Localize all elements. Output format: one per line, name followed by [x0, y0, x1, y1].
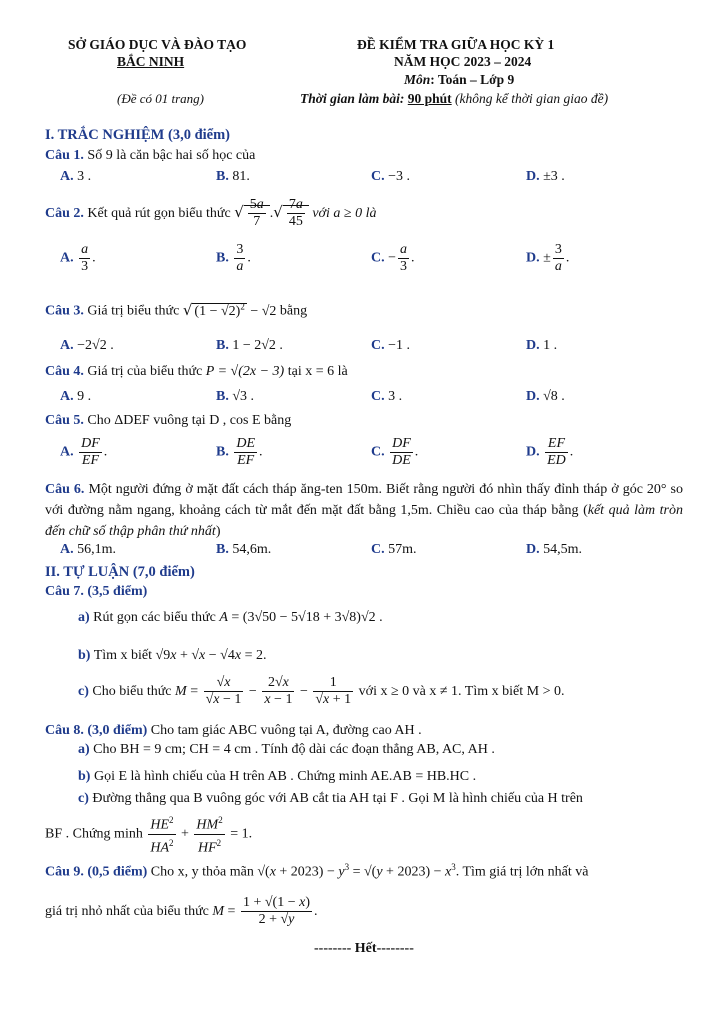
q6-option-c: C. 57m.	[371, 542, 417, 557]
q6-option-b: B. 54,6m.	[216, 542, 272, 557]
q5-option-d: D. $\frac{EF}{ED}$ .	[526, 436, 574, 468]
time-line: Thời gian làm bài: 90 phút (không kể thời gian giao đề)	[300, 91, 609, 106]
province-name: BẮC NINH	[117, 54, 185, 69]
q3-option-a: A. −2√2 .	[60, 338, 114, 353]
q2-option-a: A. $\frac{a}{3}$ .	[60, 242, 96, 274]
question-4: Câu 4. Giá trị của biểu thức P = √(2x − 3) tại x = 6 là	[45, 364, 348, 379]
end-marker: -------- Hết--------	[314, 941, 414, 956]
question-3: Câu 3. Giá trị biểu thức √ $(1 - √2)^2 - √2$ bằng	[45, 300, 308, 319]
question-2: Câu 2. Kết quả rút gọn biểu thức √ $\frac{5a}{7}$ .√ $\frac{7a}{45}$ với a ≥ 0 là	[45, 197, 377, 230]
q8-part-c-line2: BF . Chứng minh $\frac{HE^2}{HA^2}$ + $\frac{HM^2}{HF^2}$ = 1.	[45, 812, 252, 856]
q1-option-a: A. 3 .	[60, 169, 92, 184]
q3-option-b: B. 1 − 2√2 .	[216, 338, 283, 353]
question-8: Câu 8. (3,0 điểm) Cho tam giác ABC vuông tại A, đường cao AH .	[45, 723, 422, 738]
q4-option-b: B. √3 .	[216, 389, 255, 404]
q4-option-d: D. √8 .	[526, 389, 565, 404]
q1-option-c: C. −3 .	[371, 169, 411, 184]
q3-expression: √ $(1 - √2)^2 - √2$	[182, 300, 277, 319]
q5-option-a: A. $\frac{DF}{EF}$ .	[60, 436, 108, 468]
page-count-note: (Đề có 01 trang)	[117, 91, 205, 106]
department-name: SỞ GIÁO DỤC VÀ ĐÀO TẠO	[68, 37, 247, 52]
q7-part-c: c) Cho biểu thức M = $\frac{√x}{√x - 1}$ − $\frac{2√x}{x - 1}$ − $\frac{1}{√x + 1}$ với x ≥ 0 và x ≠ 1. Tìm x biết M > 0.	[78, 675, 565, 708]
q2-expression: √ $\frac{5a}{7}$ .√ $\frac{7a}{45}$	[234, 206, 312, 221]
q7-part-a: a) Rút gọn các biểu thức A = (3√50 − 5√18 + 3√8)√2 .	[78, 610, 383, 625]
question-6: Câu 6. Một người đứng ở mặt đất cách tháp ăng-ten 150m. Biết rằng người đó nhìn thấy đỉnh tháp ở góc 20° so với đường nằm ngang, khoảng cách từ mắt đến mặt đất bằng 1,5m. Chiều cao của tháp bằng (kết quả làm tròn đến chữ số thập phân thứ nhất)	[45, 482, 683, 539]
q7-part-b: b) Tìm x biết √9x + √x − √4x = 2.	[78, 648, 267, 663]
q5-option-c: C. $\frac{DF}{DE}$ .	[371, 436, 419, 468]
q4-option-c: C. 3 .	[371, 389, 403, 404]
q8-part-a: a) Cho BH = 9 cm; CH = 4 cm . Tính độ dài các đoạn thẳng AB, AC, AH .	[78, 742, 495, 757]
q8-part-c: c) Đường thẳng qua B vuông góc với AB cắt tia AH tại F . Gọi M là hình chiếu của H trên	[78, 791, 583, 806]
q6-option-d: D. 54,5m.	[526, 542, 583, 557]
q2-option-c: C. − $\frac{a}{3}$ .	[371, 242, 415, 274]
q4-option-a: A. 9 .	[60, 389, 92, 404]
q2-option-d: D. ± $\frac{3}{a}$ .	[526, 242, 570, 274]
subject-line: Môn: Toán – Lớp 9	[404, 72, 515, 87]
part1-title: I. TRẮC NGHIỆM (3,0 điểm)	[45, 127, 231, 143]
question-9-line2: giá trị nhỏ nhất của biểu thức M = $\frac{1 + √(1 - x)}{2 + √y}$ .	[45, 895, 318, 928]
question-1: Câu 1. Số 9 là căn bậc hai số học của	[45, 148, 256, 163]
school-year: NĂM HỌC 2023 – 2024	[394, 54, 532, 69]
part2-title: II. TỰ LUẬN (7,0 điểm)	[45, 564, 195, 580]
exam-title: ĐỀ KIỂM TRA GIỮA HỌC KỲ 1	[357, 37, 555, 52]
q6-option-a: A. 56,1m.	[60, 542, 117, 557]
q8-part-b: b) Gọi E là hình chiếu của H trên AB . Chứng minh AE.AB = HB.HC .	[78, 769, 477, 784]
q5-option-b: B. $\frac{DE}{EF}$ .	[216, 436, 263, 468]
question-9: Câu 9. (0,5 điểm) Cho x, y thỏa mãn $√(x + 2023) - y^3 = √(y + 2023) - x^3$. Tìm giá trị lớn nhất và	[45, 862, 589, 880]
q3-option-d: D. 1 .	[526, 338, 558, 353]
question-7-title: Câu 7. (3,5 điểm)	[45, 584, 148, 599]
q1-option-d: D. ±3 .	[526, 169, 565, 184]
q3-option-c: C. −1 .	[371, 338, 411, 353]
q2-option-b: B. $\frac{3}{a}$ .	[216, 242, 251, 274]
q1-option-b: B. 81.	[216, 169, 250, 184]
question-5: Câu 5. Cho ΔDEF vuông tại D , cos E bằng	[45, 413, 292, 428]
